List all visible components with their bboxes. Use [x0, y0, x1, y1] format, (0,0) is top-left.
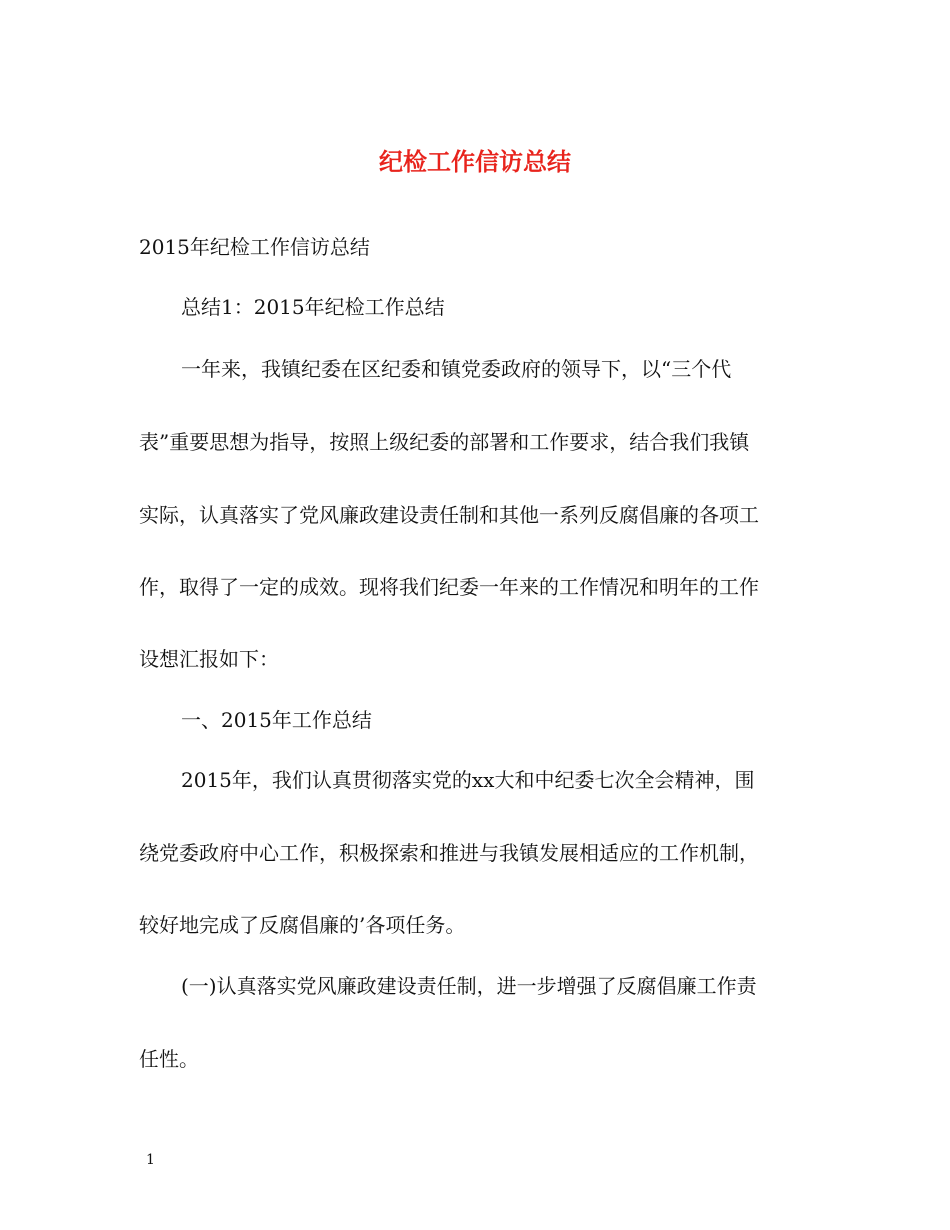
paragraph-line: 绕党委政府中心工作，积极探索和推进与我镇发展相适应的工作机制， — [139, 841, 759, 865]
paragraph-line: (一)认真落实党风廉政建设责任制，进一步增强了反腐倡廉工作责 — [181, 974, 757, 998]
paragraph-line: 作，取得了一定的成效。现将我们纪委一年来的工作情况和明年的工作 — [139, 575, 759, 599]
paragraph-line: 一年来，我镇纪委在区纪委和镇党委政府的领导下，以“三个代 — [181, 357, 732, 381]
section-heading: 一、2015年工作总结 — [181, 708, 372, 732]
paragraph-line: 设想汇报如下： — [139, 647, 279, 671]
paragraph-line: 较好地完成了反腐倡廉的’各项任务。 — [139, 913, 466, 937]
section-title: 总结1：2015年纪检工作总结 — [181, 295, 445, 319]
paragraph-line: 2015年，我们认真贯彻落实党的xx大和中纪委七次全会精神，围 — [181, 768, 755, 792]
paragraph-line: 实际，认真落实了党风廉政建设责任制和其他一系列反腐倡廉的各项工 — [139, 503, 759, 527]
paragraph-line: 任性。 — [139, 1047, 199, 1071]
page-number: 1 — [146, 1152, 155, 1168]
paragraph-line: 表”重要思想为指导，按照上级纪委的部署和工作要求，结合我们我镇 — [139, 430, 750, 454]
document-title: 纪检工作信访总结 — [379, 147, 571, 176]
document-subtitle: 2015年纪检工作信访总结 — [139, 235, 370, 259]
